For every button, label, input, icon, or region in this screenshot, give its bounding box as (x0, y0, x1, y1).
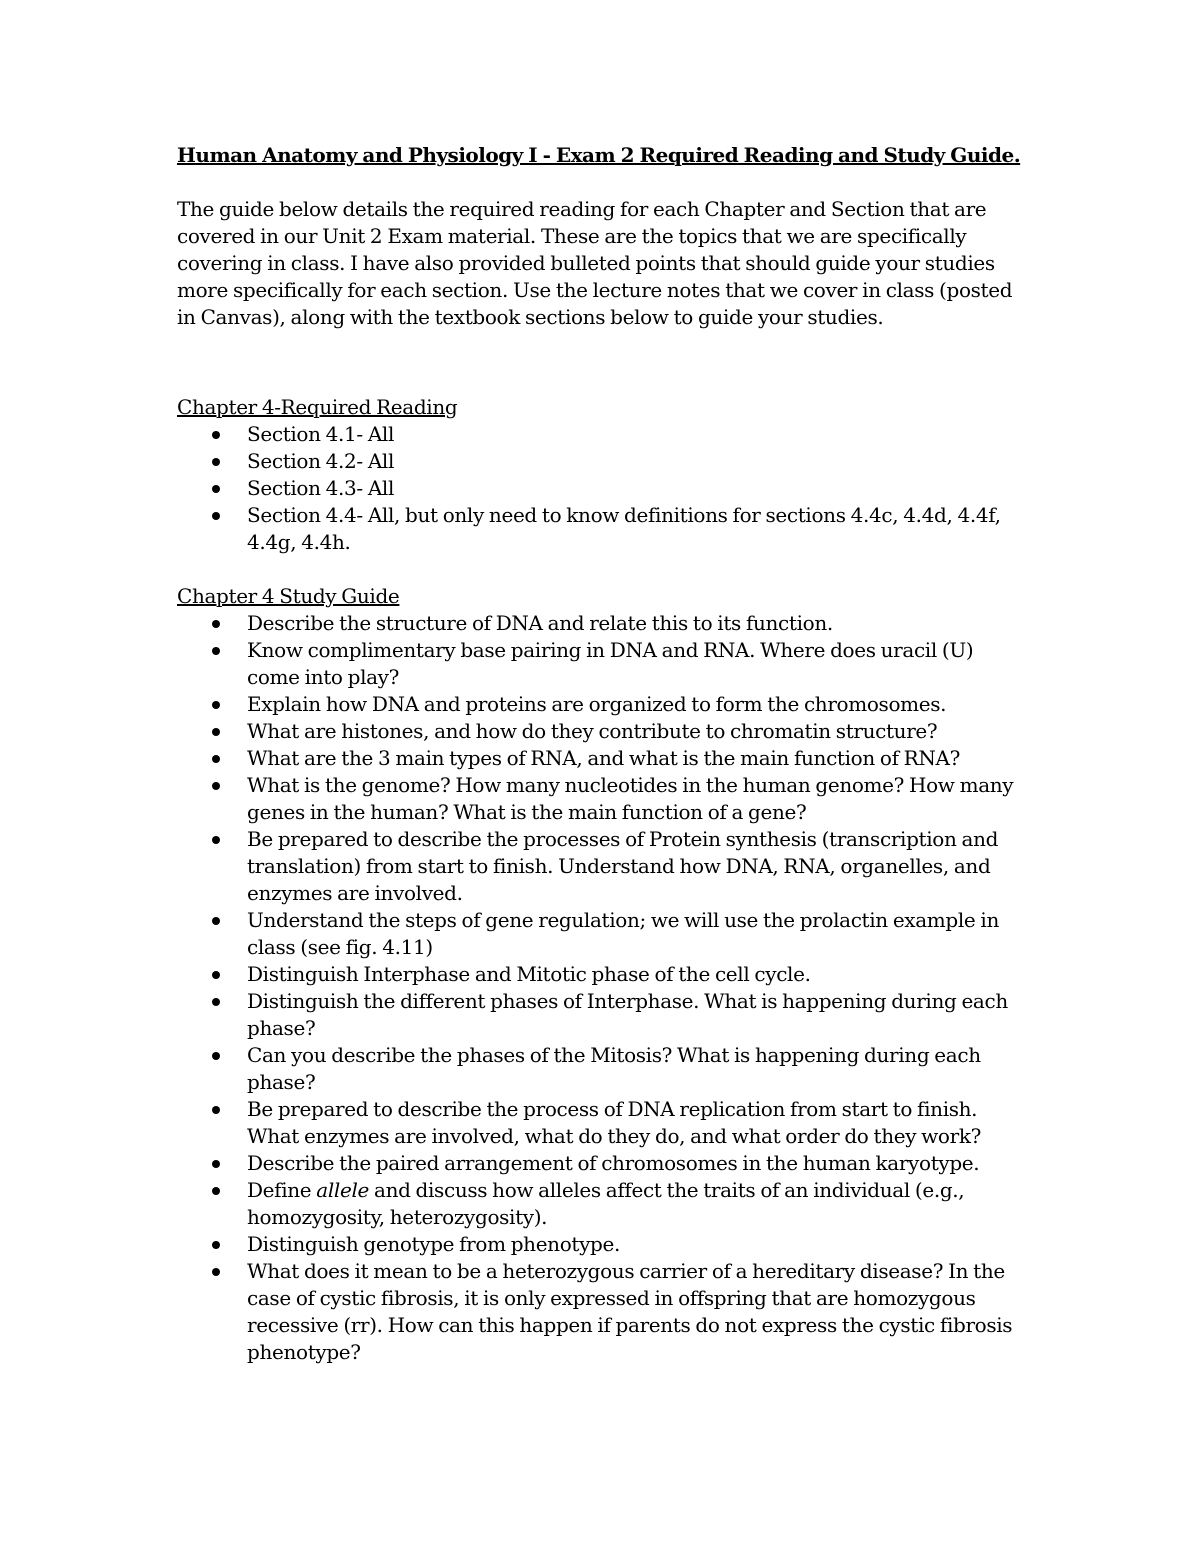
bullet-icon (212, 998, 220, 1006)
bullet-icon (212, 1268, 220, 1276)
document-title: Human Anatomy and Physiology I - Exam 2 Required Reading and Study Guide. (177, 143, 1021, 167)
bullet-icon (212, 512, 220, 520)
list-item: Describe the paired arrangement of chromosomes in the human karyotype. (177, 1150, 1027, 1177)
bullet-icon (212, 620, 220, 628)
bullet-icon (212, 458, 220, 466)
bullet-icon (212, 1187, 220, 1195)
list-item: Section 4.2- All (177, 448, 1027, 475)
list-item: Know complimentary base pairing in DNA and RNA. Where does uracil (U) come into play? (177, 637, 1027, 691)
bullet-icon (212, 1241, 220, 1249)
list-item: Describe the structure of DNA and relate this to its function. (177, 610, 1027, 637)
bullet-icon (212, 1052, 220, 1060)
bullet-icon (212, 836, 220, 844)
bullet-icon (212, 728, 220, 736)
list-item: What are histones, and how do they contribute to chromatin structure? (177, 718, 1027, 745)
list-item: Explain how DNA and proteins are organized to form the chromosomes. (177, 691, 1027, 718)
list-item: What are the 3 main types of RNA, and what is the main function of RNA? (177, 745, 1027, 772)
bullet-icon (212, 701, 220, 709)
section-heading-study-guide: Chapter 4 Study Guide (177, 584, 400, 608)
bullet-icon (212, 431, 220, 439)
list-item: Section 4.4- All, but only need to know definitions for sections 4.4c, 4.4d, 4.4f, 4.4g, 4.4h. (177, 502, 1027, 556)
list-item: Can you describe the phases of the Mitosis? What is happening during each phase? (177, 1042, 1027, 1096)
list-item: Section 4.1- All (177, 421, 1027, 448)
list-item: Distinguish genotype from phenotype. (177, 1231, 1027, 1258)
bullet-icon (212, 647, 220, 655)
bullet-icon (212, 755, 220, 763)
list-item: Define allele and discuss how alleles affect the traits of an individual (e.g., homozygosity, heterozygosity). (177, 1177, 1027, 1231)
allele-term: allele (316, 1178, 369, 1202)
list-item: Section 4.3- All (177, 475, 1027, 502)
list-item: Understand the steps of gene regulation; we will use the prolactin example in class (see fig. 4.11) (177, 907, 1027, 961)
bullet-icon (212, 1160, 220, 1168)
list-item: Distinguish the different phases of Interphase. What is happening during each phase? (177, 988, 1027, 1042)
intro-paragraph: The guide below details the required reading for each Chapter and Section that are covered in our Unit 2 Exam material. These are the topics that we are specifically covering in class. I have also provided bulleted points that should guide your studies more specifically for each section. Use the lecture notes that we cover in class (posted in Canvas), along with the textbook sections below to guide your studies. (177, 197, 1013, 329)
bullet-icon (212, 1106, 220, 1114)
list-item: Be prepared to describe the processes of Protein synthesis (transcription and translation) from start to finish. Understand how DNA, RNA, organelles, and enzymes are involved. (177, 826, 1027, 907)
bullet-icon (212, 917, 220, 925)
list-item: What does it mean to be a heterozygous carrier of a hereditary disease? In the case of cystic fibrosis, it is only expressed in offspring that are homozygous recessive (rr). How can this happen if parents do not express the cystic fibrosis phenotype? (177, 1258, 1027, 1366)
bullet-icon (212, 971, 220, 979)
list-item: Be prepared to describe the process of DNA replication from start to finish. What enzymes are involved, what do they do, and what order do they work? (177, 1096, 1027, 1150)
list-item: Distinguish Interphase and Mitotic phase of the cell cycle. (177, 961, 1027, 988)
document-page (177, 142, 1027, 1366)
list-item: What is the genome? How many nucleotides in the human genome? How many genes in the human? What is the main function of a gene? (177, 772, 1027, 826)
study-guide-list (177, 610, 1027, 1366)
bullet-icon (212, 782, 220, 790)
bullet-icon (212, 485, 220, 493)
required-reading-list (177, 421, 1027, 556)
section-heading-required-reading: Chapter 4-Required Reading (177, 395, 458, 419)
